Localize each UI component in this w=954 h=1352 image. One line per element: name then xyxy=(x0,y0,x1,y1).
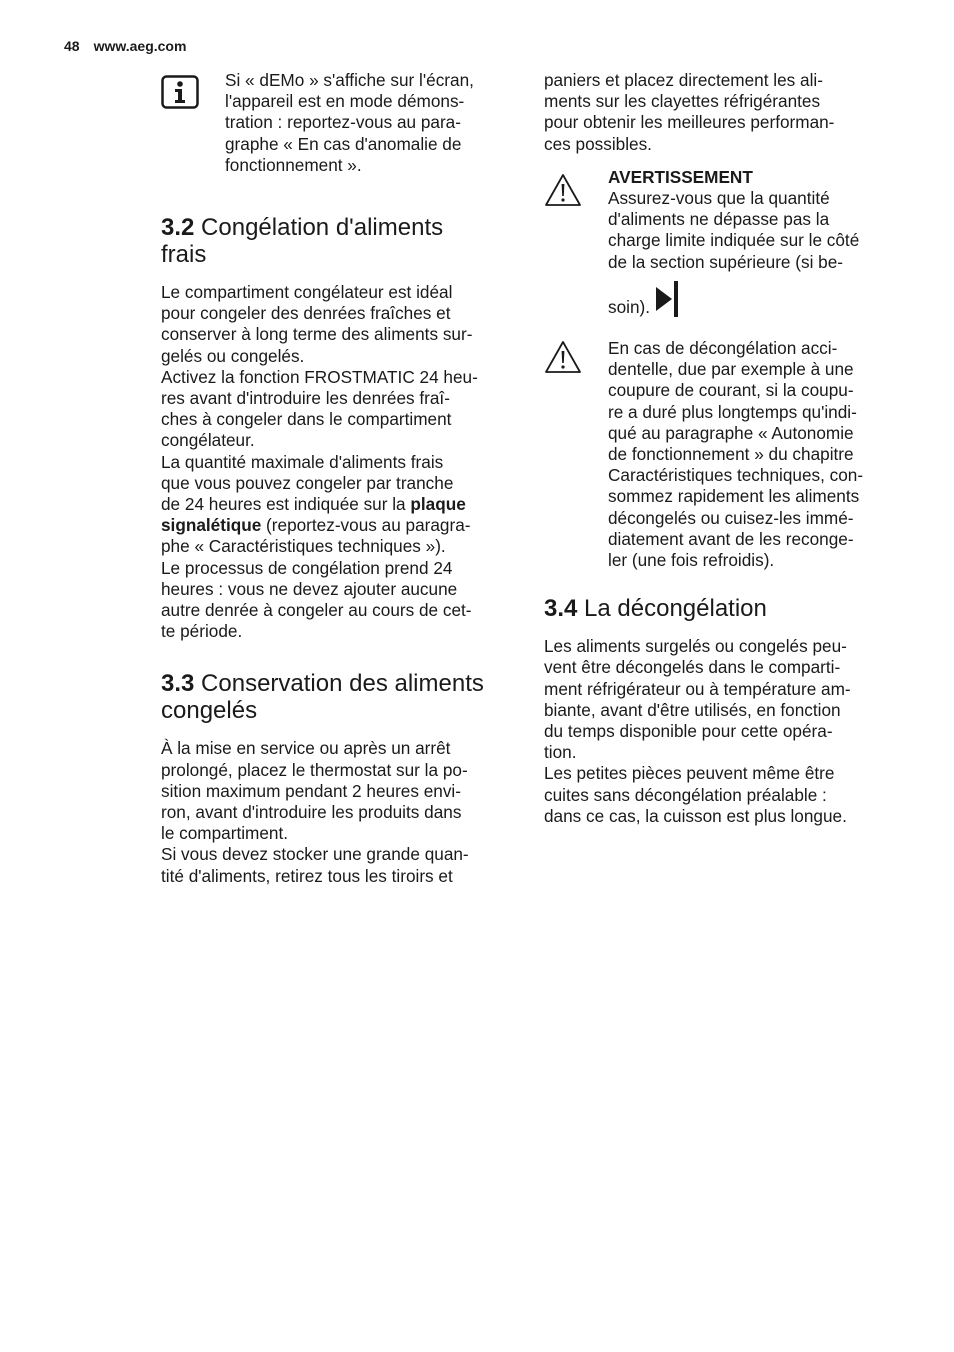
right-column xyxy=(544,70,896,855)
warning-notice xyxy=(544,338,896,571)
paragraph xyxy=(161,282,513,642)
section-3-3 xyxy=(161,670,513,886)
text-line: Le processus de congélation prend 24 xyxy=(161,557,453,578)
text-line: Si vous devez stocker une grande quan- xyxy=(161,844,469,865)
text-line: 3.4 xyxy=(544,595,578,623)
text-line: de fonctionnement » du chapitre xyxy=(608,444,854,465)
text-line: de 24 heures est indiquée sur la xyxy=(161,494,411,515)
text-line: pour congeler des denrées fraîches et xyxy=(161,303,451,324)
text-line: Activez la fonction FROSTMATIC 24 heu- xyxy=(161,366,478,387)
text-line: À la mise en service ou après un arrêt xyxy=(161,738,451,759)
text-line: Caractéristiques techniques, con- xyxy=(608,465,864,486)
text-line: paniers et placez directement les ali- xyxy=(544,70,823,90)
text-line: Les aliments surgelés ou congelés peu- xyxy=(544,636,847,657)
text-line: d'aliments ne dépasse pas la xyxy=(608,209,830,230)
page-number: 48 xyxy=(64,38,80,54)
website: www.aeg.com xyxy=(93,38,187,54)
text-line: congélateur. xyxy=(161,430,255,451)
text-line: Les petites pièces peuvent même être xyxy=(544,763,835,784)
text-line: biante, avant d'être utilisés, en fonction xyxy=(544,699,841,720)
text-line: coupure de courant, si la coupu- xyxy=(608,380,854,401)
text-line: ments sur les clayettes réfrigérantes xyxy=(544,91,821,112)
text-line: ces possibles. xyxy=(544,133,652,154)
text-line: 3.3 xyxy=(161,670,195,698)
text-line: tité d'aliments, retirez tous les tiroirs et xyxy=(161,865,453,886)
text-line: qué au paragraphe « Autonomie xyxy=(608,422,854,443)
text-line: ment réfrigérateur ou à température am- xyxy=(544,678,851,699)
section-3-2 xyxy=(161,214,513,642)
text-line: plaque xyxy=(410,494,466,515)
text-line: sommez rapidement les aliments xyxy=(608,486,860,507)
text-line: conserver à long terme des aliments sur- xyxy=(161,324,473,345)
warning-title: AVERTISSEMENT xyxy=(608,166,753,187)
text-line: congelés xyxy=(161,697,258,725)
text-line: heures : vous ne devez ajouter aucune xyxy=(161,578,458,599)
text-line: tration : reportez-vous au para- xyxy=(225,112,461,133)
section-heading xyxy=(161,670,513,724)
text-line: l'appareil est en mode démons- xyxy=(225,91,465,112)
warning-notice xyxy=(544,167,896,318)
text-line: ler (une fois refroidis). xyxy=(608,550,775,571)
left-column xyxy=(161,70,513,915)
text-line: autre denrée à congeler au cours de cet- xyxy=(161,600,472,621)
text-line: pour obtenir les meilleures performan- xyxy=(544,112,835,133)
info-notice xyxy=(161,70,513,176)
text-line: fonctionnement ». xyxy=(225,154,362,175)
text-line: prolongé, placez le thermostat sur la po- xyxy=(161,759,468,780)
text-line: ches à congeler dans le compartiment xyxy=(161,409,452,430)
text-line: Si « dEMo » s'affiche sur l'écran, xyxy=(225,70,474,90)
text-line: dans ce cas, la cuisson est plus longue. xyxy=(544,805,847,826)
text-line: Congélation d'aliments xyxy=(201,214,444,242)
section-heading xyxy=(544,595,896,622)
text-line: te période. xyxy=(161,621,243,642)
play-next-icon xyxy=(654,281,680,317)
text-line: vent être décongelés dans le comparti- xyxy=(544,657,841,678)
text-line: tion. xyxy=(544,742,577,763)
text-line: soin). xyxy=(608,296,651,317)
text-line: graphe « En cas d'anomalie de xyxy=(225,133,462,154)
text-line: dentelle, due par exemple à une xyxy=(608,359,854,380)
text-line: cuites sans décongélation préalable : xyxy=(544,784,827,805)
text-line: re a duré plus longtemps qu'indi- xyxy=(608,401,857,422)
text-line: En cas de décongélation acci- xyxy=(608,338,838,359)
text-line: res avant d'introduire les denrées fraî- xyxy=(161,388,450,409)
paragraph xyxy=(544,636,896,827)
text-line: Assurez-vous que la quantité xyxy=(608,188,830,209)
section-3-4 xyxy=(544,595,896,827)
text-line: La décongélation xyxy=(584,595,767,623)
text-line: ron, avant d'introduire les produits dans xyxy=(161,802,462,823)
text-line: signalétique xyxy=(161,515,262,536)
section-heading xyxy=(161,214,513,268)
paragraph xyxy=(544,70,896,155)
text-line: La quantité maximale d'aliments frais xyxy=(161,451,444,472)
text-line: diatement avant de les recongе- xyxy=(608,528,854,549)
warning-icon xyxy=(544,340,582,374)
warning-icon xyxy=(544,173,582,207)
text-line: charge limite indiquée sur le côté xyxy=(608,230,860,251)
page-header xyxy=(64,38,186,54)
text-line: (reportez-vous au paragra- xyxy=(261,515,471,536)
text-line: Conservation des aliments xyxy=(201,670,484,698)
text-line: Le compartiment congélateur est idéal xyxy=(161,282,453,303)
text-line: sition maximum pendant 2 heures envi- xyxy=(161,780,461,801)
info-icon xyxy=(161,75,199,109)
text-line: 3.2 xyxy=(161,214,195,242)
text-line: phe « Caractéristiques techniques »). xyxy=(161,536,446,557)
text-line: que vous pouvez congeler par tranche xyxy=(161,472,454,493)
text-line: gelés ou congelés. xyxy=(161,345,305,366)
text-line: de la section supérieure (si be- xyxy=(608,251,844,272)
text-line: du temps disponible pour cette opéra- xyxy=(544,721,833,742)
text-line: décongelés ou cuisez-les immé- xyxy=(608,507,854,528)
text-line: le compartiment. xyxy=(161,823,289,844)
paragraph xyxy=(161,738,513,886)
text-line: frais xyxy=(161,241,207,269)
